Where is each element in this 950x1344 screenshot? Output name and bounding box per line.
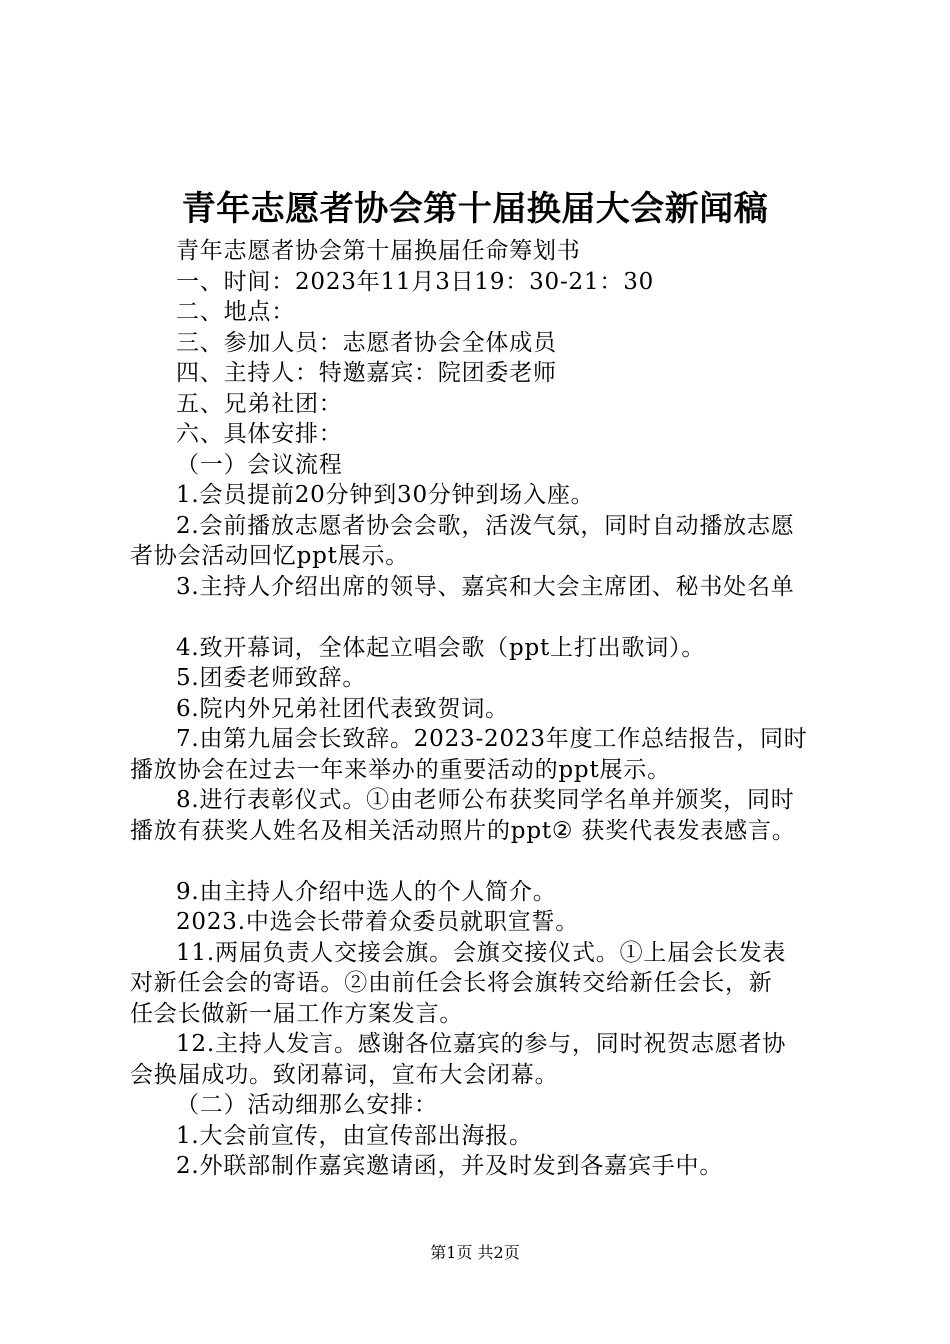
document-body <box>130 236 835 1182</box>
text-line: 6.院内外兄弟社团代表致贺词。 <box>176 695 509 722</box>
text-line: 2.外联部制作嘉宾邀请函，并及时发到各嘉宾手中。 <box>176 1153 724 1179</box>
text-line: 1.会员提前20分钟到30分钟到场入座。 <box>176 482 595 508</box>
text-line: 11.两届负责人交接会旗。会旗交接仪式。①上届会长发表 <box>176 939 787 966</box>
text-line: 3.主持人介绍出席的领导、嘉宾和大会主席团、秘书处名单 <box>176 573 795 600</box>
page-number: 第1页 共2页 <box>430 1243 520 1262</box>
text-line: 9.由主持人介绍中选人的个人简介。 <box>176 878 557 905</box>
section-heading: （二）活动细那么安排： <box>176 1092 438 1118</box>
text-line: 任会长做新一届工作方案发言。 <box>130 1000 464 1027</box>
section-heading: （一）会议流程 <box>176 451 343 478</box>
text-line: 播放协会在过去一年来举办的重要活动的ppt展示。 <box>130 756 671 783</box>
text-line: 五、兄弟社团： <box>176 390 343 417</box>
text-line: 2023.中选会长带着众委员就职宣誓。 <box>176 909 580 935</box>
text-line: 2.会前播放志愿者协会会歌，活泼气氛，同时自动播放志愿 <box>176 512 795 539</box>
blank-line <box>130 602 835 633</box>
text-line: 六、具体安排： <box>176 421 343 447</box>
text-line: 1.大会前宣传，由宣传部出海报。 <box>176 1122 533 1149</box>
text-line: 播放有获奖人姓名及相关活动照片的ppt② 获奖代表发表感言。 <box>130 817 796 844</box>
text-line: 四、主持人：特邀嘉宾：院团委老师 <box>176 360 557 386</box>
text-line: 二、地点： <box>176 299 295 325</box>
text-line: 一、时间：2023年11月3日19：30-21：30 <box>176 268 655 295</box>
text-line: 青年志愿者协会第十届换届任命筹划书 <box>176 238 581 264</box>
text-line: 对新任会会的寄语。②由前任会长将会旗转交给新任会长，新 <box>130 970 773 996</box>
text-line: 三、参加人员：志愿者协会全体成员 <box>176 329 557 356</box>
text-line: 8.进行表彰仪式。①由老师公布获奖同学名单并颁奖，同时 <box>176 787 795 813</box>
text-line: 12.主持人发言。感谢各位嘉宾的参与，同时祝贺志愿者协 <box>176 1031 787 1057</box>
text-line: 者协会活动回忆ppt展示。 <box>130 543 410 569</box>
text-line: 5.团委老师致辞。 <box>176 665 367 691</box>
text-line: 会换届成功。致闭幕词，宣布大会闭幕。 <box>130 1061 559 1088</box>
text-line: 7.由第九届会长致辞。2023-2023年度工作总结报告，同时 <box>176 726 808 752</box>
blank-line <box>130 846 835 877</box>
document-title: 青年志愿者协会第十届换届大会新闻稿 <box>181 189 769 229</box>
text-line: 4.致开幕词，全体起立唱会歌（ppt上打出歌词）。 <box>176 634 706 661</box>
